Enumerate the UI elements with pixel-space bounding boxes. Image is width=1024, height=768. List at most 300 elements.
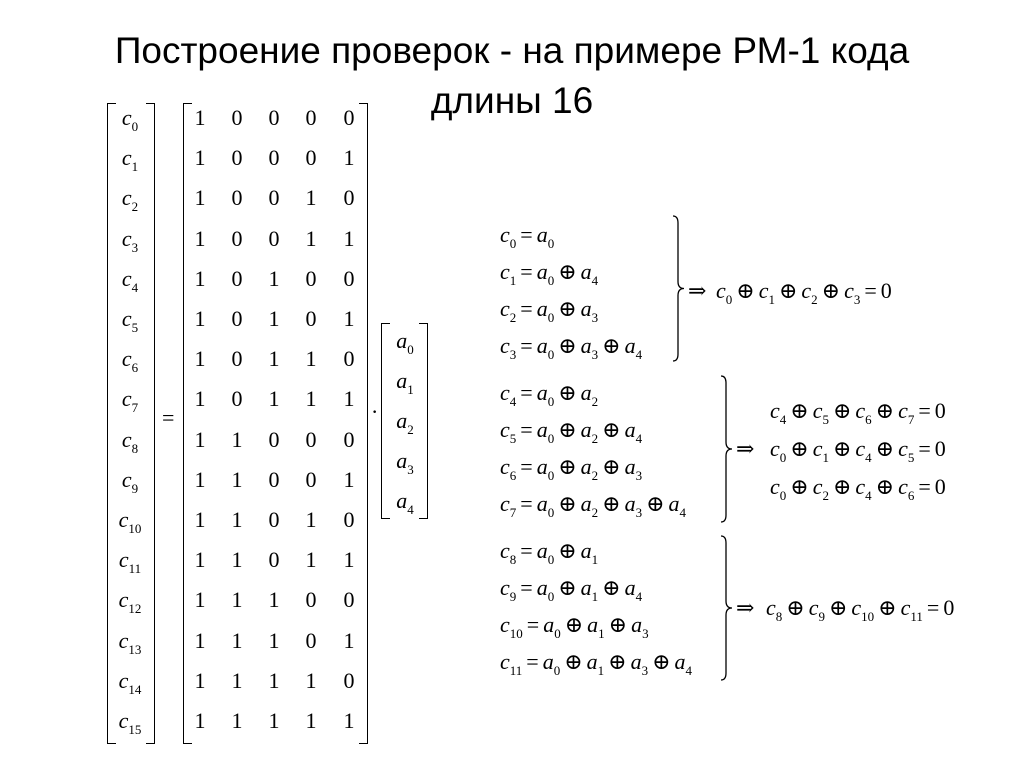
equals-op: = [520, 575, 533, 600]
matrix-cell: 1 [231, 587, 243, 613]
rhs-symbol-base: a [580, 333, 592, 358]
c-symbol-base: c [118, 507, 129, 532]
rhs-symbol-sub: 1 [591, 589, 599, 604]
matrix-cell: 0 [231, 105, 243, 130]
rhs-symbol [586, 649, 605, 678]
c-symbol-sub: 4 [131, 279, 139, 295]
rhs-symbol [668, 491, 687, 520]
xor-op: ⊕ [878, 595, 897, 620]
c-vector-item [105, 346, 155, 376]
lhs-symbol-sub: 1 [509, 273, 517, 288]
xor-op: ⊕ [602, 417, 621, 442]
rhs-symbol-base: a [668, 491, 680, 516]
rhs-symbol-base: a [536, 259, 548, 284]
matrix-cell: 1 [194, 507, 206, 532]
code-equation [500, 333, 643, 362]
matrix-cell: 1 [343, 225, 355, 251]
check-symbol [812, 474, 829, 503]
c-vector-item [105, 627, 155, 657]
rhs-symbol-sub: 2 [591, 505, 599, 520]
equals-op: = [520, 491, 533, 516]
xor-op: ⊕ [602, 333, 621, 358]
equals-op: = [520, 380, 533, 405]
matrix-cell: 0 [231, 346, 243, 372]
xor-op: ⊕ [558, 380, 577, 405]
matrix-cell: 0 [268, 145, 280, 171]
rhs-symbol [580, 575, 599, 604]
xor-op: ⊕ [558, 491, 577, 516]
xor-op: ⊕ [790, 398, 809, 423]
c-symbol-sub: 14 [128, 681, 142, 697]
matrix-cell: 0 [343, 587, 355, 613]
c-vector-item [105, 466, 155, 496]
check-symbol-sub: 7 [907, 412, 915, 427]
matrix-cell: 1 [194, 306, 206, 331]
check-symbol-base: c [898, 474, 908, 499]
c-symbol [118, 708, 142, 737]
rhs-symbol-sub: 4 [591, 273, 599, 288]
check-symbol [770, 398, 787, 427]
rhs-symbol-base: a [580, 380, 592, 405]
rhs-symbol-base: a [536, 296, 548, 321]
xor-op: ⊕ [832, 474, 852, 499]
equals-op: = [520, 222, 533, 247]
rhs-symbol [543, 612, 561, 641]
matrix-cell: 1 [343, 627, 355, 653]
matrix-cell: 1 [305, 507, 317, 532]
rhs-symbol-base: a [580, 417, 592, 442]
rhs-symbol-base: a [536, 417, 548, 442]
equals-op: = [526, 649, 539, 674]
xor-op: ⊕ [558, 454, 577, 479]
check-symbol-base: c [844, 278, 854, 303]
c-symbol-base: c [121, 466, 132, 492]
c-symbol-sub: 8 [131, 440, 139, 456]
c-symbol [121, 466, 139, 496]
implies-arrow: ⇒ [688, 278, 707, 303]
check-symbol [801, 278, 818, 307]
xor-op: ⊕ [608, 649, 627, 674]
matrix-cell: 1 [343, 145, 355, 171]
rhs-symbol-base: a [536, 454, 548, 479]
matrix-cell: 0 [343, 667, 355, 693]
matrix-cell: 0 [268, 547, 280, 573]
rhs-symbol-sub: 0 [547, 347, 555, 362]
matrix-cell: 0 [305, 105, 317, 130]
xor-op: ⊕ [646, 491, 665, 516]
rhs-symbol [580, 491, 599, 520]
equals-op: = [520, 417, 533, 442]
implies-arrow: ⇒ [736, 595, 755, 620]
a-vector-item [380, 488, 430, 517]
rhs-symbol [536, 575, 555, 604]
rhs-symbol [624, 417, 643, 446]
lhs-symbol [500, 380, 517, 409]
c-symbol-base: c [118, 667, 129, 693]
xor-op: ⊕ [564, 612, 584, 637]
c-symbol [121, 426, 139, 456]
code-equation [500, 538, 599, 567]
rhs-symbol [624, 333, 643, 362]
check-symbol-base: c [770, 474, 780, 499]
zero-value: 0 [934, 436, 946, 461]
matrix-cell: 1 [268, 708, 280, 733]
a-symbol-base: a [396, 368, 408, 393]
c-symbol-sub: 0 [131, 119, 139, 134]
check-symbol-sub: 0 [779, 488, 787, 503]
xor-op: ⊕ [875, 474, 895, 499]
lhs-symbol-base: c [500, 333, 510, 358]
a-symbol [396, 368, 414, 397]
rhs-symbol-sub: 3 [591, 347, 599, 362]
rhs-symbol-sub: 0 [553, 663, 561, 678]
check-symbol [812, 436, 829, 465]
check-symbol-base: c [716, 278, 726, 303]
matrix-cell: 0 [343, 105, 355, 130]
code-equation [500, 417, 643, 446]
check-symbol-base: c [808, 595, 819, 620]
zero-value: 0 [880, 278, 892, 303]
xor-op: ⊕ [558, 575, 577, 600]
rhs-symbol-base: a [580, 259, 592, 284]
c-symbol [121, 185, 139, 215]
matrix-cell: 1 [343, 466, 355, 492]
rhs-symbol-base: a [536, 222, 548, 247]
matrix-cell: 1 [194, 145, 206, 171]
check-symbol [900, 595, 923, 624]
c-symbol-sub: 3 [131, 239, 139, 255]
matrix-cell: 0 [343, 507, 355, 532]
c-symbol-sub: 10 [128, 521, 142, 536]
matrix-cell: 1 [194, 627, 206, 653]
c-vector-item [105, 265, 155, 295]
c-symbol [121, 225, 139, 255]
matrix-cell: 1 [268, 346, 280, 372]
xor-op: ⊕ [736, 278, 755, 303]
lhs-symbol [500, 612, 523, 641]
rhs-symbol [587, 612, 605, 641]
rhs-symbol-sub: 4 [635, 347, 643, 362]
check-symbol [898, 474, 915, 503]
equals-sign-2: = [162, 404, 175, 430]
rhs-symbol-sub: 1 [598, 626, 605, 641]
c-symbol-base: c [121, 185, 132, 211]
matrix-cell: 1 [194, 708, 206, 733]
rhs-symbol-base: a [543, 612, 555, 637]
check-symbol-base: c [851, 595, 862, 620]
rhs-symbol [674, 649, 693, 678]
check-symbol [770, 474, 787, 503]
equals-op: = [926, 595, 940, 620]
matrix-cell: 1 [268, 627, 280, 653]
lhs-symbol-base: c [500, 575, 510, 600]
parity-check [770, 474, 946, 503]
xor-op: ⊕ [602, 491, 621, 516]
lhs-symbol-base: c [500, 454, 510, 479]
check-symbol-sub: 1 [822, 450, 829, 465]
rhs-symbol [536, 417, 555, 446]
xor-op: ⊕ [875, 436, 895, 461]
c-symbol-base: c [121, 105, 132, 130]
code-equation [500, 454, 643, 483]
matrix-cell: 0 [343, 426, 355, 452]
matrix-cell: 1 [194, 667, 206, 693]
curly-brace [720, 375, 734, 523]
equals-op: = [520, 296, 533, 321]
check-symbol-sub: 10 [861, 609, 875, 624]
check-symbol [716, 278, 733, 307]
matrix-cell: 1 [343, 386, 355, 412]
check-symbol-sub: 0 [779, 450, 787, 465]
matrix-cell: 1 [231, 627, 243, 653]
check-symbol-base: c [898, 398, 908, 423]
zero-value: 0 [943, 595, 955, 620]
a-symbol-base: a [396, 448, 408, 473]
rhs-symbol-base: a [624, 491, 636, 516]
lhs-symbol [500, 491, 517, 520]
xor-op: ⊕ [875, 398, 895, 423]
equals-op: = [520, 333, 533, 358]
xor-op: ⊕ [608, 612, 628, 637]
a-symbol-sub: 0 [407, 342, 414, 357]
lhs-symbol-sub: 0 [509, 236, 517, 251]
lhs-symbol-sub: 6 [509, 468, 517, 483]
lhs-symbol-base: c [500, 649, 510, 674]
rhs-symbol-sub: 3 [635, 505, 643, 520]
lhs-symbol-sub: 9 [509, 589, 517, 604]
lhs-symbol-sub: 7 [509, 505, 517, 520]
equals-op: = [918, 474, 931, 499]
check-symbol-base: c [766, 595, 776, 620]
c-symbol-sub: 12 [128, 601, 142, 617]
lhs-symbol [500, 417, 517, 446]
c-symbol-sub: 7 [131, 400, 139, 416]
rhs-symbol-base: a [624, 333, 636, 358]
rhs-symbol [624, 454, 643, 483]
matrix-cell: 1 [305, 708, 317, 733]
rhs-symbol [580, 417, 599, 446]
a-symbol-base: a [396, 408, 408, 433]
lhs-symbol-base: c [500, 491, 510, 516]
xor-op: ⊕ [558, 296, 577, 321]
c-symbol [118, 547, 142, 577]
zero-value: 0 [934, 398, 946, 423]
equals-op: = [520, 454, 533, 479]
matrix-cell: 1 [305, 346, 317, 372]
check-symbol-base: c [758, 278, 769, 303]
lhs-symbol [500, 575, 517, 604]
rhs-symbol-base: a [536, 333, 548, 358]
rhs-symbol-sub: 3 [591, 310, 599, 325]
rhs-symbol-sub: 0 [547, 468, 555, 483]
c-symbol-sub: 11 [128, 561, 142, 577]
c-symbol [118, 587, 142, 617]
rhs-symbol [536, 380, 555, 409]
c-symbol [121, 306, 139, 335]
check-symbol-sub: 2 [811, 292, 818, 307]
rhs-symbol-base: a [536, 380, 548, 405]
equals-op: = [520, 259, 533, 284]
c-symbol [121, 105, 139, 134]
check-symbol [898, 398, 915, 427]
rhs-symbol-sub: 0 [547, 552, 555, 567]
c-symbol-sub: 13 [128, 641, 142, 657]
equals-op: = [520, 538, 533, 563]
matrix-cell: 1 [268, 667, 280, 693]
rhs-symbol-base: a [587, 612, 599, 637]
check-symbol [758, 278, 775, 307]
matrix-cell: 0 [231, 225, 243, 251]
code-equation [500, 491, 686, 520]
check-symbol [766, 595, 783, 624]
rhs-symbol [536, 491, 555, 520]
check-symbol-sub: 4 [865, 450, 872, 465]
lhs-symbol-sub: 4 [509, 394, 517, 409]
rhs-symbol-sub: 1 [591, 552, 599, 567]
c-symbol-base: c [121, 265, 132, 291]
c-symbol-base: c [118, 547, 129, 573]
c-vector-item [105, 708, 155, 737]
rhs-symbol-base: a [536, 575, 548, 600]
rhs-symbol [624, 575, 643, 604]
c-symbol-base: c [121, 346, 132, 372]
c-symbol-sub: 6 [131, 360, 139, 376]
c-vector-item [105, 547, 155, 577]
matrix-cell: 1 [268, 386, 280, 412]
check-symbol [855, 474, 872, 503]
c-vector-item [105, 185, 155, 215]
matrix-cell: 0 [305, 306, 317, 331]
code-equation [500, 380, 599, 409]
c-vector-item [105, 225, 155, 255]
rhs-symbol-base: a [624, 575, 636, 600]
lhs-symbol [500, 454, 517, 483]
rhs-symbol-base: a [536, 538, 548, 563]
check-symbol-sub: 6 [907, 488, 915, 503]
xor-op: ⊕ [786, 595, 805, 620]
matrix-cell: 1 [231, 507, 243, 532]
matrix-cell: 0 [343, 185, 355, 211]
a-symbol-sub: 3 [407, 462, 414, 477]
matrix-cell: 1 [268, 306, 280, 331]
rhs-symbol [580, 454, 599, 483]
rhs-symbol-base: a [630, 649, 642, 674]
equals-op: = [526, 612, 540, 637]
lhs-symbol [500, 333, 517, 362]
c-symbol [121, 265, 139, 295]
rhs-symbol-sub: 4 [635, 431, 643, 446]
a-symbol [396, 328, 414, 357]
lhs-symbol [500, 259, 517, 288]
rhs-symbol-base: a [580, 491, 592, 516]
equals-op: = [864, 278, 877, 303]
code-equation [500, 259, 599, 288]
matrix-cell: 0 [305, 627, 317, 653]
matrix-cell: 1 [194, 346, 206, 372]
code-equation [500, 222, 555, 251]
matrix-cell: 1 [194, 225, 206, 251]
matrix-cell: 1 [231, 426, 243, 452]
xor-op: ⊕ [832, 398, 852, 423]
c-symbol-sub: 5 [131, 320, 139, 335]
xor-op: ⊕ [821, 278, 841, 303]
lhs-symbol-base: c [500, 538, 510, 563]
zero-value: 0 [934, 474, 946, 499]
lhs-symbol [500, 538, 517, 567]
lhs-symbol [500, 296, 517, 325]
rhs-symbol [624, 491, 643, 520]
check-symbol-sub: 4 [779, 412, 787, 427]
rhs-symbol-sub: 4 [685, 663, 693, 678]
equals-op: = [918, 398, 931, 423]
matrix-cell: 1 [305, 667, 317, 693]
check-symbol [812, 398, 829, 427]
rhs-symbol-sub: 3 [641, 663, 649, 678]
check-symbol [808, 595, 825, 624]
matrix-cell: 0 [231, 306, 243, 331]
c-vector-item [105, 386, 155, 416]
title-line-2: длины 16 [430, 80, 594, 121]
rhs-symbol-base: a [674, 649, 686, 674]
rhs-symbol [536, 296, 555, 325]
matrix-cell: 1 [231, 466, 243, 492]
multiply-dot: · [371, 398, 379, 424]
rhs-symbol-base: a [624, 454, 636, 479]
code-equation [500, 612, 649, 641]
c-symbol-base: c [121, 386, 132, 412]
lhs-symbol-sub: 8 [509, 552, 517, 567]
matrix-cell: 0 [231, 386, 243, 412]
a-symbol [396, 448, 414, 477]
matrix-cell: 0 [231, 185, 243, 211]
rhs-symbol [536, 333, 555, 362]
rhs-symbol-sub: 0 [547, 273, 555, 288]
lhs-symbol-sub: 3 [509, 347, 517, 362]
curly-brace [720, 535, 734, 681]
implies-arrow: ⇒ [736, 436, 755, 461]
matrix-cell: 1 [343, 708, 355, 733]
rhs-symbol [580, 333, 599, 362]
matrix-cell: 1 [194, 265, 206, 291]
check-symbol-sub: 11 [910, 609, 923, 624]
c-vector-item [105, 426, 155, 456]
lhs-symbol-base: c [500, 222, 510, 247]
parity-check [766, 595, 955, 624]
matrix-cell: 0 [305, 466, 317, 492]
check-symbol [851, 595, 875, 624]
check-symbol [855, 436, 872, 465]
c-symbol-base: c [121, 145, 132, 171]
rhs-symbol-sub: 1 [597, 663, 605, 678]
c-vector-item [105, 306, 155, 335]
rhs-symbol-sub: 4 [635, 589, 643, 604]
c-symbol-sub: 15 [128, 722, 142, 737]
check-symbol-sub: 9 [818, 609, 825, 624]
rhs-symbol-sub: 2 [591, 394, 599, 409]
c-symbol-base: c [118, 587, 129, 613]
xor-op: ⊕ [602, 575, 621, 600]
rhs-symbol-sub: 3 [642, 626, 649, 641]
check-symbol-sub: 0 [725, 292, 733, 307]
rhs-symbol-base: a [624, 417, 636, 442]
c-symbol-sub: 1 [131, 159, 139, 175]
a-symbol-base: a [396, 488, 408, 513]
matrix-cell: 0 [268, 426, 280, 452]
matrix-cell: 0 [268, 507, 280, 532]
rhs-symbol-sub: 2 [591, 431, 599, 446]
rhs-symbol-base: a [542, 649, 554, 674]
matrix-cell: 0 [268, 185, 280, 211]
